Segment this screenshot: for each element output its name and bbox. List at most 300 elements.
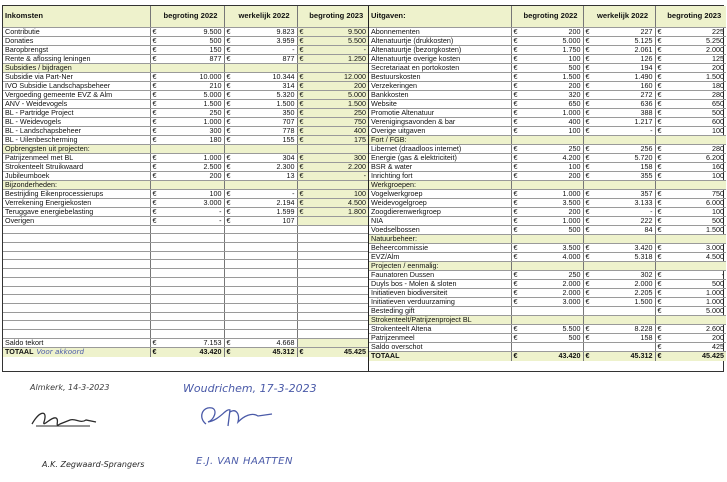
cell-b22-value: 9.500 [203,27,222,36]
cell-b23 [655,99,726,108]
cell-w22 [224,90,297,99]
cell-b22 [511,162,583,171]
empty-cell [297,269,368,278]
currency-symbol: € [152,126,157,135]
cell-w22 [224,36,297,45]
cell-w22 [583,279,655,288]
currency-symbol: € [657,288,662,297]
empty-cell [297,312,368,321]
saldo-row [3,338,368,347]
income-side [3,6,368,371]
cell-b22-value: 877 [209,54,222,63]
empty-cell [224,144,297,153]
cell-b23 [297,90,368,99]
empty-cell [297,242,368,251]
row-label: Jubileumboek [3,171,150,180]
cell-b23-value: 600 [712,117,724,126]
cell-b22-value: 200 [568,171,581,180]
cell-b22-value: 300 [209,126,222,135]
cell-b23 [655,72,726,81]
table-row [3,171,368,180]
total-b23 [297,347,368,357]
cell-w22-value: 3.959 [276,36,295,45]
cell-b23-value: 200 [712,333,724,342]
cell-w22 [583,162,655,171]
cell-b22-value: 4.200 [562,153,581,162]
row-label: Duyls bos - Molen & sloten [369,279,511,288]
currency-symbol: € [585,72,590,81]
currency-symbol: € [585,153,590,162]
empty-cell [297,225,368,234]
row-label: Besteding gift [369,306,511,315]
cell-b22 [150,90,224,99]
cell-w22-value: 8.228 [634,324,653,333]
currency-symbol: € [657,189,662,198]
saldo-label: Saldo tekort [3,338,150,347]
empty-cell [224,321,297,330]
cell-b23-value: 1.500 [706,72,724,81]
currency-symbol: € [152,135,157,144]
empty-cell [583,180,655,189]
cell-b22 [150,126,224,135]
row-label: Abonnementen [369,27,511,36]
table-row [3,189,368,198]
header-row [3,6,368,27]
cell-w22 [583,45,655,54]
cell-b23 [655,288,726,297]
currency-symbol: € [152,108,157,117]
cell-w22 [224,153,297,162]
empty-cell [297,303,368,312]
currency-symbol: € [226,207,231,216]
cell-b23-value: 2.200 [348,162,366,171]
currency-symbol: € [585,117,590,126]
cell-b22-value: 1.000 [203,117,222,126]
total-label [369,351,511,361]
currency-symbol: € [513,162,518,171]
currency-symbol: € [513,189,518,198]
cell-b23 [655,54,726,63]
table-row [369,207,726,216]
cell-b22 [150,162,224,171]
total-b23-value: 45.425 [702,351,724,360]
empty-cell [3,295,150,304]
cell-w22-value: 10.344 [272,72,295,81]
cell-w22-value: - [650,207,653,216]
table-row [369,117,726,126]
empty-cell [150,251,224,260]
cell-b23-value: 1.000 [706,288,724,297]
cell-w22-value: 227 [640,27,653,36]
currency-symbol: € [585,252,590,261]
empty-cell [583,135,655,144]
currency-symbol: € [513,90,518,99]
left-signature-name: A.K. Zegwaard-Sprangers [42,460,145,469]
table-row [3,207,368,216]
row-label: Strokenteelt Altena [369,324,511,333]
cell-b22-value: 1.000 [203,153,222,162]
cell-b23-value: 180 [712,81,724,90]
cell-b22 [511,90,583,99]
empty-cell [297,286,368,295]
currency-symbol: € [152,198,157,207]
right-signature-scrawl [196,402,276,432]
cell-b23 [297,27,368,36]
cell-b23 [297,54,368,63]
header-budget-2023: begroting 2023 [297,6,368,27]
cell-w22 [583,342,655,351]
cell-b22-value: 1.000 [562,108,581,117]
currency-symbol: € [585,36,590,45]
row-label: Verzekeringen [369,81,511,90]
currency-symbol: € [657,279,662,288]
currency-symbol: € [226,198,231,207]
cell-w22-value: 778 [282,126,295,135]
empty-cell [3,321,150,330]
currency-symbol: € [299,54,304,63]
currency-symbol: € [513,117,518,126]
section-label: Strokenteelt/Patrijzenproject BL [369,315,511,324]
cell-b22-value: 180 [209,135,222,144]
table-row [3,117,368,126]
cell-b22 [150,171,224,180]
cell-b23 [655,36,726,45]
cell-b23-value: 3.000 [706,243,724,252]
cell-w22-value: 2.300 [276,162,295,171]
total-w22-value: 45.312 [272,347,295,357]
cell-b23 [297,45,368,54]
table-row [3,162,368,171]
row-label: Saldo overschot [369,342,511,351]
currency-symbol: € [299,99,304,108]
cell-b22-value: 4.000 [562,252,581,261]
cell-b23-value: 6.000 [706,198,724,207]
cell-b22 [150,45,224,54]
currency-symbol: € [152,27,157,36]
cell-b22-value: 500 [209,36,222,45]
currency-symbol: € [152,54,157,63]
header-budget-2022: begroting 2022 [511,6,583,27]
table-row [369,72,726,81]
cell-b23-value: 250 [354,108,366,117]
total-b22-value: 43.420 [558,351,581,360]
cell-b23-value: 5.500 [348,36,366,45]
cell-b23 [297,198,368,207]
currency-symbol: € [657,81,662,90]
cell-w22 [583,108,655,117]
cell-b23-value: 9.500 [348,27,366,36]
cell-b23 [655,144,726,153]
cell-w22 [583,252,655,261]
currency-symbol: € [152,117,157,126]
cell-b23-value: 5.000 [706,306,724,315]
currency-symbol: € [513,81,518,90]
cell-b22 [150,72,224,81]
cell-b22-value: 3.000 [203,198,222,207]
cell-b22 [511,324,583,333]
total-label [3,347,150,357]
table-row [369,27,726,36]
empty-row [3,234,368,243]
empty-cell [224,295,297,304]
table-row [3,27,368,36]
cell-w22-value: 107 [282,216,295,225]
row-label: Bestuurskosten [369,72,511,81]
cell-b23-value: 280 [712,144,724,153]
cell-b22 [150,27,224,36]
cell-w22-value: - [292,189,295,198]
currency-symbol: € [585,225,590,234]
cell-b22-value: 400 [568,117,581,126]
cell-b22-value: 1.750 [562,45,581,54]
cell-w22 [224,198,297,207]
empty-cell [297,277,368,286]
table-row [3,216,368,225]
empty-cell [297,63,368,72]
header-budget-2022: begroting 2022 [150,6,224,27]
cell-b23 [655,81,726,90]
cell-b23 [655,333,726,342]
empty-cell [224,269,297,278]
currency-symbol: € [299,45,304,54]
cell-w22 [583,216,655,225]
empty-cell [583,261,655,270]
currency-symbol: € [299,189,304,198]
currency-symbol: € [585,126,590,135]
left-signature-scrawl [30,406,100,434]
cell-b23 [655,198,726,207]
currency-symbol: € [513,99,518,108]
empty-cell [297,251,368,260]
empty-cell [224,225,297,234]
cell-b22 [511,153,583,162]
cell-w22 [224,189,297,198]
section-row [369,315,726,324]
row-label: Strokenteelt Struikwaard [3,162,150,171]
cell-w22-value: 388 [640,108,653,117]
cell-b22 [511,252,583,261]
currency-symbol: € [152,90,157,99]
cell-b22-value: 5.500 [562,324,581,333]
empty-row [3,295,368,304]
currency-symbol: € [657,225,662,234]
cell-w22 [583,171,655,180]
row-label: Subsidie via Part-Ner [3,72,150,81]
currency-symbol: € [657,108,662,117]
table-row [3,54,368,63]
empty-row [3,260,368,269]
cell-b22 [511,279,583,288]
table-row [369,36,726,45]
cell-b22 [511,81,583,90]
table-row [369,243,726,252]
header-actual-2022: werkelijk 2022 [583,6,655,27]
table-row [3,99,368,108]
section-label: Opbrengsten uit projecten: [3,144,150,153]
currency-symbol: € [152,99,157,108]
empty-cell [150,277,224,286]
currency-symbol: € [585,288,590,297]
cell-w22 [224,99,297,108]
currency-symbol: € [513,270,518,279]
section-row [3,63,368,72]
empty-cell [224,286,297,295]
cell-b22-value: 1.500 [562,72,581,81]
total-row [369,351,726,361]
cell-w22-value: 1.490 [634,72,653,81]
saldo-b23 [297,338,368,347]
table-row [369,162,726,171]
cell-w22-value: 2.000 [634,279,653,288]
currency-symbol: € [657,153,662,162]
cell-b23 [655,117,726,126]
expenses-side [368,6,725,371]
currency-symbol: € [299,90,304,99]
cell-w22 [583,117,655,126]
currency-symbol: € [299,126,304,135]
cell-b22 [511,108,583,117]
cell-w22-value: 84 [644,225,653,234]
currency-symbol: € [513,126,518,135]
cell-b22 [511,99,583,108]
cell-w22-value: 256 [640,144,653,153]
currency-symbol: € [226,162,231,171]
cell-w22 [583,324,655,333]
empty-cell [150,269,224,278]
empty-cell [3,312,150,321]
cell-b23 [655,342,726,351]
currency-symbol: € [226,108,231,117]
empty-cell [655,180,726,189]
cell-b22 [150,54,224,63]
table-row [369,108,726,117]
empty-cell [297,234,368,243]
cell-w22 [224,135,297,144]
cell-b23-value: 175 [354,135,366,144]
currency-symbol: € [585,54,590,63]
currency-symbol: € [657,27,662,36]
currency-symbol: € [226,45,231,54]
currency-symbol: € [657,171,662,180]
empty-cell [150,295,224,304]
cell-w22 [224,216,297,225]
cell-b22 [150,216,224,225]
currency-symbol: € [585,297,590,306]
cell-w22 [583,333,655,342]
cell-b23-value: 100 [354,189,366,198]
currency-symbol: € [513,153,518,162]
currency-symbol: € [226,189,231,198]
currency-symbol: € [657,99,662,108]
empty-cell [655,261,726,270]
currency-symbol: € [513,36,518,45]
row-label: IVO Subsidie Landschapsbeheer [3,81,150,90]
currency-symbol: € [657,162,662,171]
cell-b23-value: 425 [712,342,724,351]
cell-w22 [224,72,297,81]
header-budget-2023: begroting 2023 [655,6,726,27]
currency-symbol: € [657,72,662,81]
cell-w22-value: 272 [640,90,653,99]
section-row [3,180,368,189]
section-row [369,180,726,189]
cell-b22 [150,135,224,144]
currency-symbol: € [152,45,157,54]
empty-cell [224,63,297,72]
cell-w22 [583,54,655,63]
row-label: Secretariaat en portokosten [369,63,511,72]
cell-b23-value: 5.000 [348,90,366,99]
cell-b23 [297,153,368,162]
cell-b22-value: 100 [568,126,581,135]
currency-symbol: € [657,342,662,351]
cell-w22-value: 5.318 [634,252,653,261]
cell-b23-value: 1.250 [348,54,366,63]
cell-w22-value: 2.205 [634,288,653,297]
currency-symbol: € [585,189,590,198]
currency-symbol: € [585,243,590,252]
empty-cell [224,251,297,260]
currency-symbol: € [585,171,590,180]
cell-b23 [297,171,368,180]
currency-symbol: € [657,270,662,279]
empty-cell [3,303,150,312]
table-row [369,45,726,54]
empty-cell [511,234,583,243]
row-label: Energie (gas & elektriciteit) [369,153,511,162]
currency-symbol: € [152,347,157,356]
cell-w22-value: 2.194 [276,198,295,207]
currency-symbol: € [657,117,662,126]
empty-row [3,303,368,312]
empty-cell [150,144,224,153]
cell-w22-value: 3.420 [634,243,653,252]
currency-symbol: € [299,117,304,126]
table-row [369,171,726,180]
currency-symbol: € [657,216,662,225]
cell-b22-value: 10.000 [199,72,222,81]
row-label: Beheercommissie [369,243,511,252]
row-label: Donaties [3,36,150,45]
cell-b23 [655,243,726,252]
currency-symbol: € [299,27,304,36]
cell-w22 [583,288,655,297]
cell-b23-value: 200 [354,81,366,90]
cell-w22-value: 13 [286,171,295,180]
cell-b22-value: 3.500 [562,198,581,207]
cell-b22-value: 150 [209,45,222,54]
row-label: Promotie Altenatuur [369,108,511,117]
table-row [369,225,726,234]
empty-cell [3,234,150,243]
row-label: Overige uitgaven [369,126,511,135]
currency-symbol: € [226,99,231,108]
cell-b23-value: 400 [354,126,366,135]
cell-w22 [583,126,655,135]
cell-w22-value: 158 [640,333,653,342]
cell-b23-value: 280 [712,90,724,99]
cell-b23-value: - [363,171,366,180]
cell-b22 [511,72,583,81]
currency-symbol: € [226,171,231,180]
empty-cell [3,251,150,260]
cell-b22-value: 500 [568,333,581,342]
currency-symbol: € [585,90,590,99]
cell-w22-value: 877 [282,54,295,63]
currency-symbol: € [299,162,304,171]
cell-b23-value: 500 [712,108,724,117]
table-row [369,333,726,342]
